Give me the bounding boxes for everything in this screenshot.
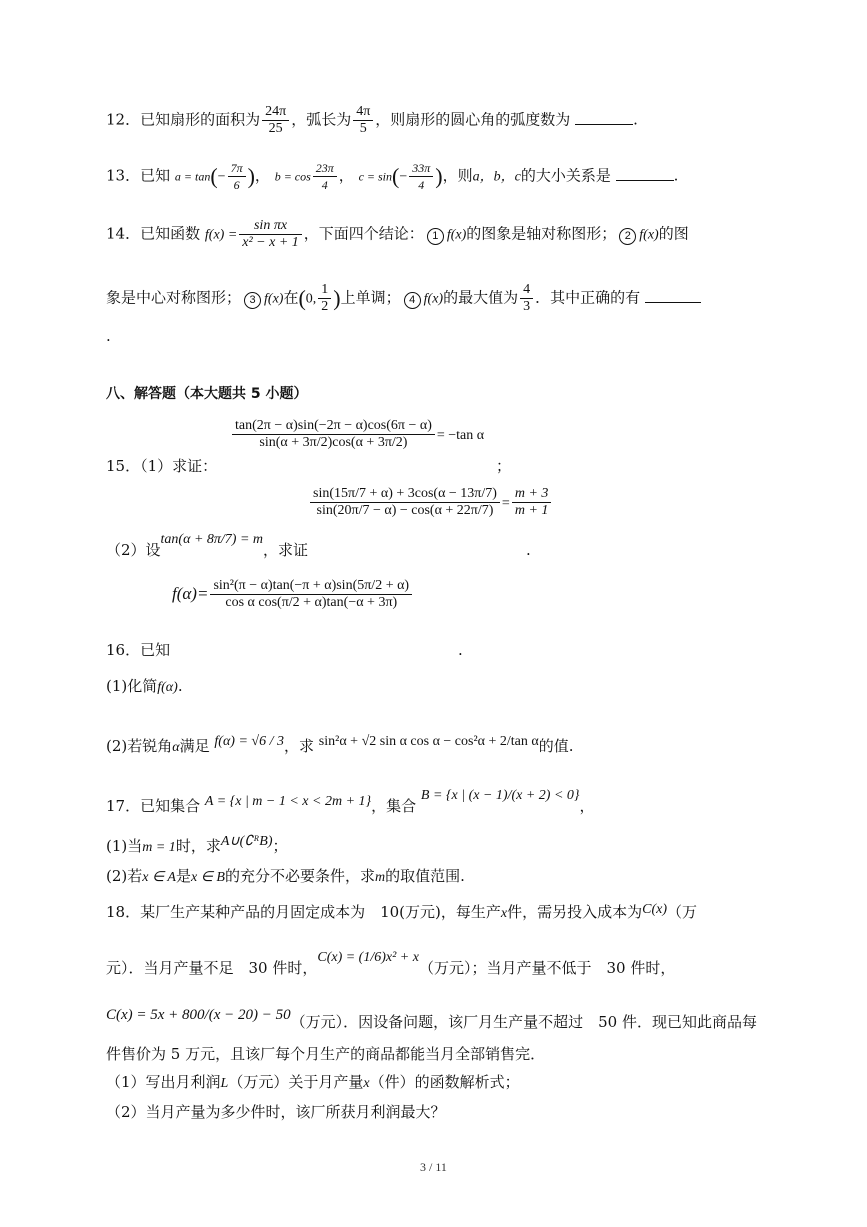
max-numerator: 4 <box>520 282 533 299</box>
comma: ， <box>579 797 595 815</box>
L-variable: L <box>220 1076 229 1091</box>
part-1-text: 时，求 <box>175 837 221 855</box>
b-numerator: 23π <box>313 160 337 177</box>
semicolon: ； <box>496 457 512 475</box>
part-2-end: 的取值范围. <box>385 867 465 885</box>
question-number: 15． <box>106 457 141 475</box>
question-number: 17． <box>106 797 141 815</box>
q15-equation-2: $\frac{\sin(15\pi/7 + \alpha) + 3\cos(\alpha - 13\pi/7)}{\sin(20\pi/7 - \alpha) - \cos(\alpha + 22\pi/7)}$ = $\frac{m + 3}{m + 1}$ <box>308 486 553 519</box>
question-14 <box>106 218 689 251</box>
circled-3-icon: 3 <box>244 292 261 309</box>
q18-line-2b: （万元）；当月产量不低于 30 件时， <box>418 959 676 977</box>
question-13: 13．已知 a = tan(− $\frac{7\pi}{6}$ )， b = cos $\frac{23\pi}{4}$ ， c = sin(− $\frac{33\pi}{4}$ )，则a，b，c的大小关系是 . <box>106 161 679 192</box>
arc-numerator: 4π <box>353 104 373 121</box>
fx: f(x) <box>423 291 444 307</box>
q14-question: ．其中正确的有 <box>535 288 641 307</box>
q15-equation-1 <box>230 418 484 451</box>
a-denominator: 6 <box>233 178 240 192</box>
answer-blank[interactable] <box>645 288 701 303</box>
arc-denominator: 5 <box>359 121 367 136</box>
part-1-label: （1）求证： <box>140 457 218 475</box>
question-14-line-2 <box>106 282 701 315</box>
statement-2-start: 的图 <box>658 224 689 243</box>
q18-line-1: 18．某厂生产某种产品的月固定成本为 10(万元)，每生产 <box>106 903 501 921</box>
page-number: 3 / 11 <box>420 1160 447 1174</box>
interval-denominator: 2 <box>321 299 329 314</box>
x-in-a: x ∈ A <box>142 870 176 885</box>
part-2-label: （2）设 <box>106 541 161 559</box>
condition: tan(α + 8π/7) = m <box>160 532 264 547</box>
interval-left: 0, <box>305 291 317 307</box>
circled-1-icon: 1 <box>427 228 444 245</box>
circled-4-icon: 4 <box>404 292 421 309</box>
eq1-fraction <box>232 418 435 451</box>
paren-left: ( <box>210 163 218 189</box>
m-value: m = 1 <box>142 840 176 855</box>
f-alpha: f(α) <box>157 680 178 695</box>
part-1-label: (1)当 <box>106 837 143 855</box>
b-fraction <box>313 160 337 193</box>
interval-fraction <box>318 282 331 315</box>
paren-left: ( <box>392 163 400 189</box>
q12-text: 已知扇形的面积为 <box>140 110 261 129</box>
function-definition: f(x) = <box>204 227 238 243</box>
section-title: 八、解答题（本大题共 5 小题） <box>106 386 308 402</box>
period: . <box>177 677 183 695</box>
paren-right: ) <box>247 163 255 189</box>
question-16 <box>106 640 463 660</box>
area-denominator: 25 <box>268 121 283 136</box>
question-15-part-1 <box>106 456 512 476</box>
q12-text-3: ，则扇形的圆心角的弧度数为 <box>375 110 571 129</box>
fx: f(x) <box>639 227 659 243</box>
q16-numerator: sin²(π − α)tan(−π + α)sin(5π/2 + α) <box>210 578 412 595</box>
q18-line-3 <box>106 1007 757 1033</box>
statement-3-b: 上单调； <box>340 288 401 307</box>
statement-4: 的最大值为 <box>443 288 519 307</box>
part-2-text: 是 <box>175 867 191 885</box>
a-numerator: 7π <box>228 160 246 177</box>
part-2-text: ，求证 <box>263 541 309 559</box>
function-numerator: sin πx <box>239 218 302 235</box>
q17-text: 已知集合 <box>140 797 201 815</box>
q18-line-4: 件售价为 5 万元，且该厂每个月生产的商品都能当月全部销售完． <box>106 1045 546 1063</box>
set-expression: A∪(∁ᴿB) <box>220 834 273 849</box>
x-variable: x <box>500 906 508 921</box>
q16-denominator: cos α cos(π/2 + α)tan(−α + 3π) <box>225 595 398 610</box>
q17-part-2 <box>106 866 465 888</box>
eq2-rhs-denominator: m + 1 <box>514 503 549 518</box>
period: . <box>633 110 638 129</box>
period: . <box>526 541 531 559</box>
c-definition: c = sin <box>358 169 393 184</box>
semicolon: ； <box>272 837 288 855</box>
period: . <box>458 641 463 659</box>
statement-3-a: 在 <box>283 288 299 307</box>
set-a: A = {x | m − 1 < x < 2m + 1} <box>204 794 372 809</box>
circled-2-icon: 2 <box>619 228 636 245</box>
eq2-rhs-numerator: m + 3 <box>512 486 552 503</box>
statement-1: 的图象是轴对称图形； <box>466 224 617 243</box>
q17-text-2: ，集合 <box>371 797 417 815</box>
x-in-b: x ∈ B <box>190 870 225 885</box>
q14-text-2: ，下面四个结论： <box>303 224 424 243</box>
area-numerator: 24π <box>262 104 289 121</box>
c-fraction <box>409 160 433 193</box>
answer-blank[interactable] <box>616 166 674 181</box>
area-fraction <box>262 104 289 137</box>
question-12 <box>106 104 638 137</box>
q16-text: 已知 <box>140 641 171 659</box>
q18-line-2 <box>106 950 676 980</box>
a-definition: a = tan <box>174 169 211 184</box>
question-number: 14． <box>106 224 141 243</box>
period: . <box>106 327 111 345</box>
q16-part-2 <box>106 736 574 758</box>
eq1-numerator: tan(2π − α)sin(−2π − α)cos(6π − α) <box>232 418 435 435</box>
q13-text-2: ，则 <box>442 166 473 185</box>
fx: f(x) <box>446 227 467 243</box>
cost-function: C(x) <box>642 902 668 917</box>
q12-text-2: ，弧长为 <box>291 110 352 129</box>
question-17 <box>106 788 595 818</box>
x-variable: x <box>363 1076 370 1091</box>
q16-fraction <box>210 578 412 611</box>
set-b: B = {x | (x − 1)/(x + 2) < 0} <box>420 788 580 803</box>
max-denominator: 3 <box>523 299 531 314</box>
part-2-end: 的值. <box>538 737 574 755</box>
q17-part-1 <box>106 836 288 858</box>
question-number: 16． <box>106 641 141 659</box>
period: . <box>673 166 679 185</box>
eq1-rhs: = −tan α <box>436 428 485 443</box>
max-fraction <box>520 282 533 315</box>
q16-part-1 <box>106 676 183 698</box>
part-2-text: 满足 <box>179 737 210 755</box>
eq2-fraction <box>310 486 500 519</box>
part-1-label: （1）写出月利润 <box>106 1073 221 1091</box>
c-numerator: 33π <box>409 160 433 177</box>
question-18 <box>106 902 697 924</box>
part-1-label: (1)化简 <box>106 677 158 695</box>
q18-line-3b: （万元）．因设备问题，该厂月生产量不超过 50 件．现已知此商品每 <box>290 1013 757 1031</box>
part-2-text-2: 的充分不必要条件，求 <box>224 867 375 885</box>
b-denominator: 4 <box>321 178 328 192</box>
c-denominator: 4 <box>418 178 425 192</box>
part-2-text-2: ，求 <box>284 737 315 755</box>
q13-text: 已知 <box>140 166 171 185</box>
question-15-part-2 <box>106 532 531 562</box>
condition: f(α) = √6 / 3 <box>214 734 284 749</box>
q14-text: 已知函数 <box>140 224 201 243</box>
m-variable: m <box>374 870 386 885</box>
q13-text-3: 的大小关系是 <box>520 166 611 185</box>
eq2-rhs-fraction <box>512 486 552 519</box>
function-name: f(α)= <box>172 584 209 603</box>
eq1-denominator: sin(α + 3π/2)cos(α + 3π/2) <box>259 435 408 450</box>
abc-variables: a，b，c <box>472 169 521 185</box>
alpha: α <box>172 740 180 755</box>
expression: sin²α + √2 sin α cos α − cos²α + 2/tan α <box>318 734 539 749</box>
part-2-label: (2)若 <box>106 867 143 885</box>
arc-fraction <box>353 104 373 137</box>
question-number: 12． <box>106 110 141 129</box>
interval-numerator: 1 <box>318 282 331 299</box>
q16-function <box>172 578 414 611</box>
cost-equation-2: C(x) = 5x + 800/(x − 20) − 50 <box>106 1007 291 1023</box>
q18-part-2: （2）当月产量为多少件时，该厂所获月利润最大？ <box>106 1103 446 1121</box>
cost-equation-1: C(x) = (1/6)x² + x <box>317 950 419 965</box>
part-1-end: （件）的函数解析式； <box>369 1073 520 1091</box>
part-1-text: （万元）关于月产量 <box>228 1073 364 1091</box>
a-fraction <box>228 160 246 193</box>
q18-line-2a: 元）．当月产量不足 30 件时， <box>106 959 318 977</box>
paren-right: ) <box>435 163 443 189</box>
eq2-denominator: sin(20π/7 − α) − cos(α + 22π/7) <box>316 503 494 518</box>
answer-blank[interactable] <box>575 110 633 125</box>
function-denominator: x² − x + 1 <box>242 235 299 250</box>
b-definition: b = cos <box>274 169 311 184</box>
statement-2-end: 象是中心对称图形； <box>106 288 242 307</box>
q18-line-1d: （万 <box>667 903 698 921</box>
question-number: 13． <box>106 166 141 185</box>
q18-part-1 <box>106 1072 520 1094</box>
part-2-label: (2)若锐角 <box>106 737 173 755</box>
q18-line-1b: 件，需另投入成本为 <box>507 903 643 921</box>
paren-left: ( <box>298 285 306 311</box>
paren-right: ) <box>333 285 341 311</box>
eq2-numerator: sin(15π/7 + α) + 3cos(α − 13π/7) <box>310 486 500 503</box>
function-fraction <box>239 218 302 251</box>
fx: f(x) <box>264 291 284 307</box>
